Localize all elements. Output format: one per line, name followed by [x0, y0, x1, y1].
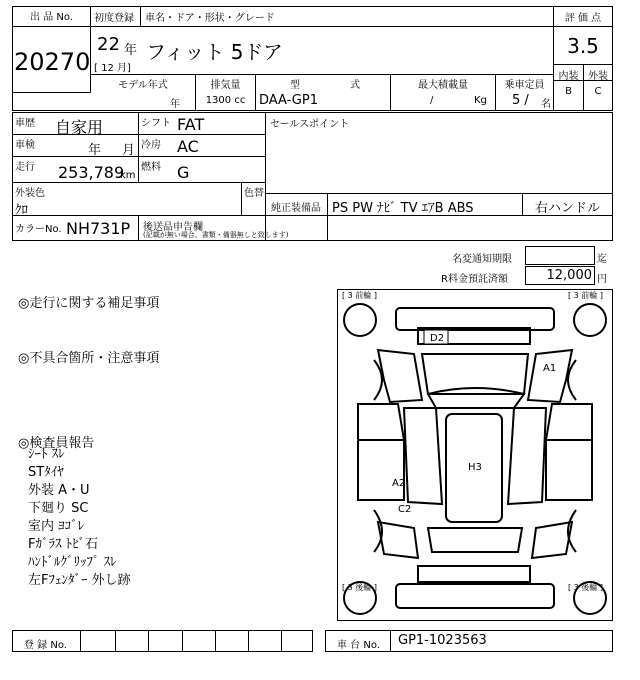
- history-value: 自家用: [55, 118, 104, 137]
- name-change-label: 名変通知期限: [452, 254, 512, 265]
- model-year-value: 年: [170, 99, 180, 110]
- ext-color-value: ｸﾛ: [15, 203, 28, 218]
- chassis-value: GP1-1023563: [398, 633, 487, 648]
- score-value: 3.5: [567, 34, 599, 58]
- displacement-value: 1300 cc: [205, 95, 246, 106]
- shift-value: FAT: [177, 115, 205, 134]
- recycle-unit: 円: [597, 274, 607, 285]
- displacement-label: 排気量: [210, 80, 241, 91]
- capacity-label: 乗車定員: [504, 80, 545, 91]
- inspector-item: 左Fﾌｪﾝﾀﾞｰ 外し跡: [28, 573, 131, 588]
- ac-label: 冷房: [141, 140, 161, 151]
- exterior-label: 外装: [588, 71, 608, 82]
- aftermarket-note: (記載が無い場合、書類・備器無しと致します): [143, 231, 289, 239]
- tire-label: [ 3 後輪 ]: [568, 583, 603, 592]
- score-label: 評 価 点: [564, 13, 602, 24]
- interior-grade: B: [565, 86, 572, 97]
- inspection-month: 月: [122, 143, 136, 158]
- mileage-unit: km: [120, 170, 136, 181]
- car-name-label: 車名・ドア・形状・グレード: [145, 13, 275, 24]
- color-no-value: NH731P: [66, 219, 131, 238]
- color-change-label: 色替: [244, 188, 264, 199]
- model-value: DAA-GP1: [259, 93, 318, 108]
- first-reg-month: [ 12 月]: [94, 63, 131, 74]
- damage-mark-a2: A2: [392, 478, 406, 489]
- name-change-unit: 迄: [597, 254, 607, 265]
- max-load-label: 最大積載量: [418, 80, 468, 91]
- tire-label: [ 3 後輪 ]: [342, 583, 377, 592]
- max-load-slash: /: [430, 95, 434, 106]
- inspector-item: ｼｰﾄ ｽﾚ: [28, 447, 65, 462]
- damage-mark-d2: D2: [430, 333, 445, 344]
- history-label: 車歴: [15, 118, 35, 129]
- max-load-unit: Kg: [474, 95, 487, 106]
- capacity-value: 5 /: [512, 93, 529, 108]
- fuel-value: G: [177, 163, 190, 182]
- registration-label: 登 録 No.: [24, 640, 67, 651]
- damage-mark-h3: H3: [468, 462, 482, 473]
- lot-label: 出 品 No.: [30, 12, 73, 23]
- recycle-label: R料金預託済額: [441, 274, 508, 285]
- fuel-label: 燃料: [141, 162, 161, 173]
- tire-label: [ 3 前輪 ]: [342, 291, 377, 300]
- color-no-label: カラーNo.: [15, 224, 62, 235]
- inspector-item: ﾊﾝﾄﾞﾙｸﾞﾘｯﾌﾟ ｽﾚ: [28, 555, 117, 570]
- first-reg-label: 初度登録: [94, 13, 134, 24]
- steering-value: 右ハンドル: [535, 201, 601, 216]
- driving-notes-heading: ◎走行に関する補足事項: [18, 296, 160, 311]
- capacity-unit: 名: [541, 99, 551, 110]
- model-year-label: モデル年式: [118, 80, 168, 91]
- mileage-label: 走行: [15, 162, 35, 173]
- equipment-value: PS PW ﾅﾋﾞ TV ｴｱB ABS: [332, 201, 474, 216]
- sales-point-label: セールスポイント: [270, 119, 350, 130]
- inspector-heading: ◎検査員報告: [18, 436, 95, 451]
- defects-heading: ◎不具合箇所・注意事項: [18, 351, 160, 366]
- inspector-item: 外装 A・U: [28, 483, 90, 498]
- equipment-label: 純正装備品: [271, 203, 321, 214]
- inspector-report-list: [28, 446, 131, 590]
- car-damage-diagram: [338, 290, 612, 620]
- inspector-item: STﾀｲﾔ: [28, 465, 64, 480]
- recycle-value: 12,000: [546, 268, 592, 283]
- model-label-1: 型: [290, 80, 300, 91]
- shift-label: シフト: [141, 118, 171, 129]
- car-name: フィット 5ドア: [146, 40, 283, 64]
- chassis-label: 車 台 No.: [337, 640, 380, 651]
- year-unit: 年: [124, 43, 138, 58]
- first-reg-year: 22: [97, 34, 120, 55]
- lot-number: 20270: [14, 48, 91, 76]
- inspection-label: 車検: [15, 140, 35, 151]
- exterior-grade: C: [594, 86, 602, 97]
- tire-label: [ 3 前輪 ]: [568, 291, 603, 300]
- ac-value: AC: [177, 137, 199, 156]
- model-label-2: 式: [350, 80, 360, 91]
- damage-mark-c2: C2: [398, 504, 412, 515]
- inspector-item: Fｶﾞﾗｽ ﾄﾋﾞ石: [28, 537, 99, 552]
- aftermarket-label: 後送品申告欄: [143, 222, 203, 233]
- interior-label: 内装: [558, 71, 579, 82]
- damage-mark-a1: A1: [543, 363, 557, 374]
- inspector-item: 下廻り SC: [28, 501, 89, 516]
- mileage-value: 253,789: [58, 163, 125, 182]
- inspection-year: 年: [88, 143, 102, 158]
- inspector-item: 室内 ﾖｺﾞﾚ: [28, 519, 85, 534]
- ext-color-label: 外装色: [15, 188, 45, 199]
